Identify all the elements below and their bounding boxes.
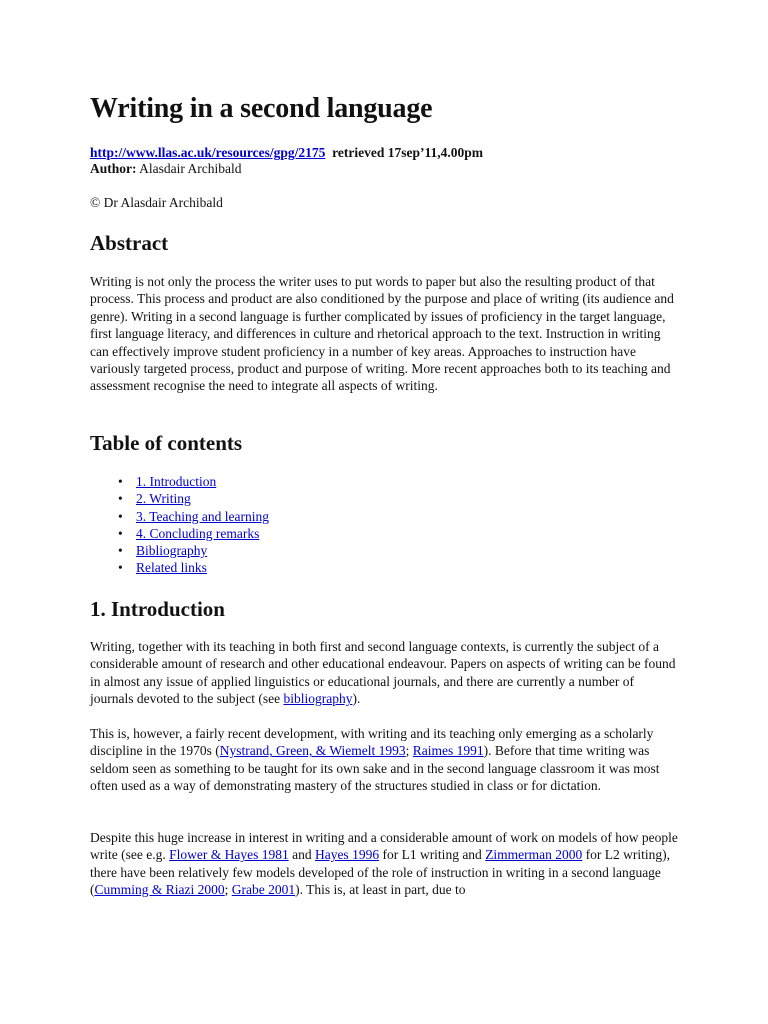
toc-link-bibliography[interactable]: Bibliography [136, 543, 208, 559]
toc-item [118, 508, 269, 525]
toc-item [118, 525, 269, 542]
bullet-icon: • [118, 474, 123, 489]
introduction-heading: 1. Introduction [90, 597, 225, 621]
intro-p2-text-2: ; [405, 743, 413, 759]
toc-link-writing[interactable]: 2. Writing [136, 491, 191, 507]
toc-link-concluding-remarks[interactable]: 4. Concluding remarks [136, 525, 260, 541]
author-line [90, 161, 242, 177]
toc-link-introduction[interactable]: 1. Introduction [136, 474, 217, 489]
abstract-text: Writing is not only the process the writer uses to put words to paper but also the resulting product of that process. This process and product are also conditioned by the purpose and place of writing (its audience and genre). Writing in a second language is further complicated by issues of proficiency in the target language, first language literacy, and differences in culture and rhetorical approach to the text. Instruction in writing can effectively improve student proficiency in a number of key areas. Approaches to instruction have variously targeted process, product and purpose of writing. More recent approaches both to its teaching and assessment recognise the need to integrate all aspects of writing. [90, 274, 674, 394]
toc-list [118, 473, 269, 577]
retrieved-date: retrieved 17sep’11,4.00pm [332, 145, 484, 160]
toc-item [118, 559, 269, 576]
bullet-icon: • [118, 508, 123, 524]
intro-paragraph-1 [90, 638, 680, 708]
page-title: Writing in a second language [90, 93, 433, 124]
intro-paragraph-2 [90, 725, 680, 795]
intro-p2-text-1: This is, however, a fairly recent development, with writing and its teaching only emerging as a scholarly discipline in the 1970s ( [90, 726, 654, 759]
intro-p2-text-3: ). Before that time writing was seldom seen as something to be taught for its own sake and in the second language classroom it was most often used as a way of demonstrating mastery of the structures studied in class or for dictation. [90, 743, 660, 794]
source-line [90, 145, 483, 161]
intro-p3-text-5: ; [224, 882, 232, 898]
citation-link-hayes[interactable]: Hayes 1996 [314, 847, 380, 863]
intro-p3-text-3: for L1 writing and [379, 847, 486, 863]
copyright-line: © Dr Alasdair Archibald [90, 195, 223, 210]
citation-link-cumming-riazi[interactable]: Cumming & Riazi 2000 [94, 882, 225, 898]
citation-link-raimes[interactable]: Raimes 1991 [412, 743, 484, 759]
citation-link-grabe[interactable]: Grabe 2001 [231, 882, 296, 898]
author-label: Author: [90, 161, 137, 176]
bullet-icon: • [118, 543, 123, 559]
bibliography-link[interactable]: bibliography [283, 691, 353, 707]
toc-item [118, 490, 269, 507]
citation-link-nystrand[interactable]: Nystrand, Green, & Wiemelt 1993 [219, 743, 406, 759]
toc-link-related-links[interactable]: Related links [136, 560, 207, 576]
intro-p1-text-1: Writing, together with its teaching in both first and second language contexts, is currently the subject of a considerable amount of research and other educational endeavour. Papers on aspects of writing can be found in almost any issue of applied linguistics or educational journals, and there are currently a number of journals devoted to the subject (see [90, 639, 676, 707]
abstract-heading: Abstract [90, 231, 169, 255]
intro-paragraph-3 [90, 829, 680, 899]
bullet-icon: • [118, 525, 123, 541]
intro-p3-text-2: and [288, 847, 315, 863]
toc-item [118, 542, 269, 559]
toc-link-teaching-and-learning[interactable]: 3. Teaching and learning [136, 508, 270, 524]
bullet-icon: • [118, 560, 123, 576]
citation-link-zimmerman[interactable]: Zimmerman 2000 [485, 847, 583, 863]
toc-item [118, 473, 269, 490]
toc-heading: Table of contents [90, 431, 243, 455]
author-name: Alasdair Archibald [139, 161, 242, 176]
intro-p3-text-4: for L2 writing), there have been relatively few models developed of the role of instruction in writing in a second language ( [90, 847, 671, 898]
intro-p3-text-6: ). This is, at least in part, due to [295, 882, 466, 898]
intro-p1-text-2: ). [352, 691, 361, 707]
citation-link-flower-hayes[interactable]: Flower & Hayes 1981 [169, 847, 289, 863]
source-url-link[interactable]: http://www.llas.ac.uk/resources/gpg/2175 [90, 145, 326, 160]
bullet-icon: • [118, 491, 123, 507]
intro-p3-text-1: Despite this huge increase in interest in writing and a considerable amount of work on models of how people write (see e.g. [90, 830, 678, 863]
